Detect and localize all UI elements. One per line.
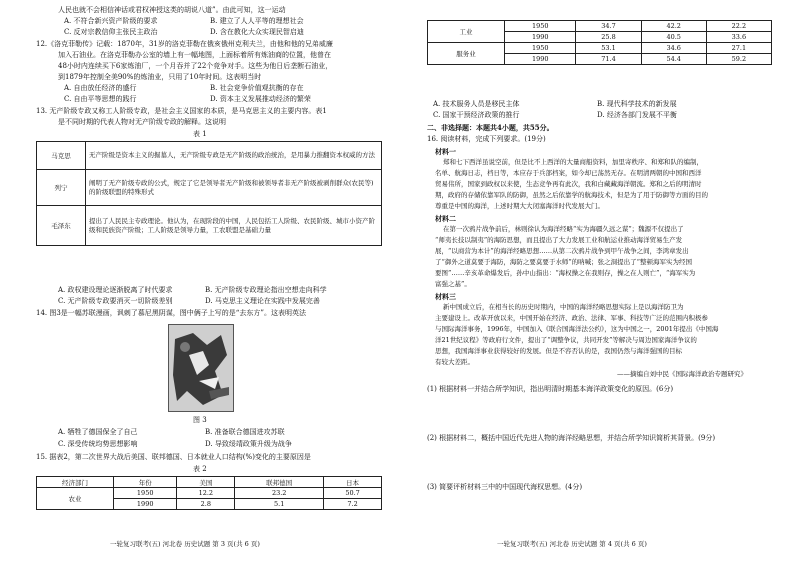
material-2-line: 要图”……辛亥革命爆发后，孙中山指出：“海权操之在我则存，操之在人则亡”，“海军实为 [435,269,696,277]
q13-option-d: D. 马克思主义理论在实践中发展完善 [205,297,320,305]
page-footer-left: 一轮复习联考(五) 河北卷 历史试题 第 3 页(共 6 页) [110,540,260,548]
q12-option-b: B. 社会竞争价值观抗衡的存在 [210,84,304,92]
table2-de: 34.6 [641,43,706,54]
q11-option-a: A. 不符合新兴资产阶级的要求 [64,17,158,25]
material-3-line: 主要建设上。改革开放以来，中国开始在经济、政治、法律、军事、科技等广泛的范围内积极参 [435,314,708,322]
q12-option-d: D. 资本主义发展推动经济的繁荣 [210,95,311,103]
q12-option-c: C. 自由平等思想的践行 [64,95,137,103]
table1-text: 无产阶级是资本主义的掘墓人，无产阶级专政是无产阶级的政治统治，是用暴力推翻资本权威的方法 [86,142,382,170]
q14-line-1: 14. 图3是一幅苏联漫画，讽刺了慕尼黑阴谋，图中俩子上写的是“去东方”。这表明英法 [36,309,306,317]
table2-us: 34.7 [576,21,641,32]
table2-de: 23.2 [235,488,324,499]
requirement-1: (1) 根据材料一并结合所学知识，指出明清时期基本海洋政策变化的原因。(6分) [427,385,674,393]
table2-sector: 农业 [37,488,114,510]
q11-option-d: D. 含在教化大众实现民智启迪 [210,28,304,36]
table2-jp: 59.2 [706,54,771,65]
q12-line-2: 加入石油业。在洛克菲勒办公室的墙上有一幅地图，上面标着所有炼油商的位置，他曾在 [58,51,331,59]
q11-option-b: B. 建立了人人平等的理想社会 [210,17,304,25]
q15-option-c: C. 国家干预经济政策的推行 [433,111,520,119]
table2-header-cell: 年份 [114,477,177,488]
q14-option-b: B. 准备联合德国进攻苏联 [205,428,285,436]
q13-line-2: 是不同时期的代表人物对无产阶级专政的解释。这说明 [58,118,226,126]
table2-jp: 7.2 [324,499,382,510]
table2-year: 1990 [505,32,576,43]
q14-option-a: A. 牺牲了德国保全了自己 [58,428,138,436]
material-2-line: 展，“以商营为本计”的海洋经略思想……从第二次鸦片战争到甲午战争之间，李鸿章发出 [435,247,689,255]
material-source: ——摘编自刘中民《国际海洋政治专题研究》 [617,370,747,378]
q15-option-d: D. 经济各部门发展不平衡 [597,111,677,119]
table1-text: 阐明了无产阶级专政的公式，规定了它是领导者无产阶级和被领导者非无产阶级被剥削群众(农民等)的阶级联盟的特殊形式 [86,170,382,206]
material-2-title: 材料二 [435,214,456,223]
section-2-heading: 二、非选择题：本题共4小题，共55分。 [427,123,554,132]
material-1-line: 尊重是中国的海洋，上述时期大大闭塞海洋时代发展大门。 [435,202,604,210]
q11-text-tail: 人民也就不会相信神话或君权神授这类的胡说八道”。由此可知，这一运动 [58,6,286,14]
requirement-3: (3) 简要评析材料三中的中国现代海权思想。(4分) [427,483,583,491]
material-1-title: 材料一 [435,147,456,156]
q12-line-1: 12.《洛克菲勒传》记载：1870年，31岁的洛克菲勒在俄亥俄州克利夫兰，由他和他的兄弟威廉 [36,40,333,48]
table1-text: 提出了人民民主专政理论。他认为，在现阶段的中国，人民包括工人阶级、农民阶级、城市小资产阶级和民族资产阶级；工人阶级是领导力量，工农联盟是基础力量 [86,206,382,246]
q16-stem: 16. 阅读材料，完成下列要求。(19分) [427,135,546,143]
table2-us: 71.4 [576,54,641,65]
table2-year: 1990 [505,54,576,65]
table-row [428,21,772,32]
table2-us: 25.8 [576,32,641,43]
q12-line-3: 48小时内连续买下6家炼油厂，一个月吞并了22个竞争对手。这些为他日后垄断石油业， [58,62,333,70]
material-1-line: 期，政府的存储依靠军队的防御，虽然之后依靠学的航海技术，但是为了用于防御等方面的目的 [435,191,708,199]
table2-de: 5.1 [235,499,324,510]
table2-year: 1950 [114,488,177,499]
q13-option-b: B. 无产阶级专政理论指出空想走向科学 [205,286,327,294]
q13-option-c: C. 无产阶级专政要消灭一切阶级差别 [58,297,173,305]
table2-part2 [427,20,772,65]
requirement-2: (2) 根据材料二，概括中国近代先进人物的海洋经略思想，并结合所学知识简析其背景。(9分) [427,434,716,442]
material-2-line: “师夷长技以制夷”的海防思想，而且提出了大力发展工业和航运业推动海洋贸易生产发 [435,236,683,244]
table1-name: 毛泽东 [37,206,86,246]
table2-jp: 27.1 [706,43,771,54]
table2-year: 1950 [505,43,576,54]
table2-sector: 服务业 [428,43,505,65]
q11-option-c: C. 反对宗教信仰主张民主政治 [64,28,158,36]
table1-name: 马克思 [37,142,86,170]
material-2-line: 在第一次鸦片战争前后，林则徐认为海洋经略“实为海疆久远之谋”；魏源不仅提出了 [443,225,684,233]
material-1-line: 名单、航海日志，档日等，本应存于兵部档案，如今却已荡然无存。在明清两朝的中国和西洋 [435,169,702,177]
material-3-line: 思想，我国海洋事业获得较好的发展。但是不容否认的是，我国仍然与海洋强国的目标 [435,347,682,355]
q13-line-1: 13. 无产阶级专政又称工人阶级专政，是社会主义国家的本质，是马克思主义的主要内容。表1 [36,107,327,115]
figure-3-label: 图 3 [193,416,207,424]
q12-option-a: A. 自由放任经济的盛行 [64,84,137,92]
material-1-line: 郑和七下西洋虽说空前，但是比不上西洋的大量商船资料，加里寄秩序、和郑和队的编制， [443,158,703,166]
table2-sector: 工业 [428,21,505,43]
table2-de: 42.2 [641,21,706,32]
page-footer-right: 一轮复习联考(五) 河北卷 历史试题 第 4 页(共 6 页) [497,540,647,548]
table2-header-row [37,477,382,488]
q13-option-a: A. 政权建设理论逐渐脱离了时代要求 [58,286,173,294]
table2-header-cell: 经济部门 [37,477,114,488]
table-row [428,43,772,54]
table1-name: 列宁 [37,170,86,206]
material-1-line: 贸易伟所，国家到政权以来使，生态竞争再有此次，我和白藏藏海洋朝流。郑和之后的明清时 [435,180,702,188]
q15-option-a: A. 技术服务人员是移民主体 [433,100,520,108]
material-3-line: 与国际海洋事务，1996年，中国加入《联合国海洋法公约》，这为中国之一，2001年提出《中国海 [435,325,719,333]
table1-title: 表 1 [193,130,207,138]
material-3-line: 新中国成立后，在相当长的历史时期内，中国的海洋经略思想实际上是以海洋防卫为 [443,303,684,311]
table2-title: 表 2 [193,465,207,473]
table1-row [37,170,382,206]
table2-jp: 50.7 [324,488,382,499]
table1 [36,141,382,246]
table1-row [37,206,382,246]
table2-year: 1950 [505,21,576,32]
right-page [397,0,794,562]
table2-header-cell: 联邦德国 [235,477,324,488]
table1-row [37,142,382,170]
material-3-line: 有较大差距。 [435,358,474,366]
figure-3-cartoon [168,324,234,412]
q15-line-1: 15. 据表2，第二次世界大战后美国、联邦德国、日本就业人口结构(%)变化的主要原因是 [36,453,311,461]
table2-jp: 22.2 [706,21,771,32]
table2-de: 40.5 [641,32,706,43]
table2-header-cell: 美国 [177,477,235,488]
cartoon-image [169,325,233,411]
table2-de: 54.4 [641,54,706,65]
table2-us: 53.1 [576,43,641,54]
material-2-line: 了“御外之道莫要于海防，海防之要莫要于水师”的呐喊；张之洞提出了“整顿海军实为经国 [435,258,692,266]
table2-year: 1990 [114,499,177,510]
material-3-line: 洋21世纪议程》等政府行文件，提出了“调整争议，共同开发”等解决与周边国家海洋争议的 [435,336,697,344]
table2-header-cell: 日本 [324,477,382,488]
table2-jp: 33.6 [706,32,771,43]
material-3-title: 材料三 [435,292,456,301]
table2-us: 12.2 [177,488,235,499]
table-row [37,488,382,499]
table2-part1 [36,476,382,510]
table2-us: 2.8 [177,499,235,510]
q12-line-4: 到1879年控制全美90%的炼油业，只用了10年时间。这表明当时 [58,73,262,81]
material-2-line: 富强之基”。 [435,280,471,288]
q14-option-c: C. 深受传统均势思想影响 [58,440,138,448]
q15-option-b: B. 现代科学技术的新发展 [597,100,677,108]
q14-option-d: D. 导致绥靖政策升级为战争 [205,440,292,448]
